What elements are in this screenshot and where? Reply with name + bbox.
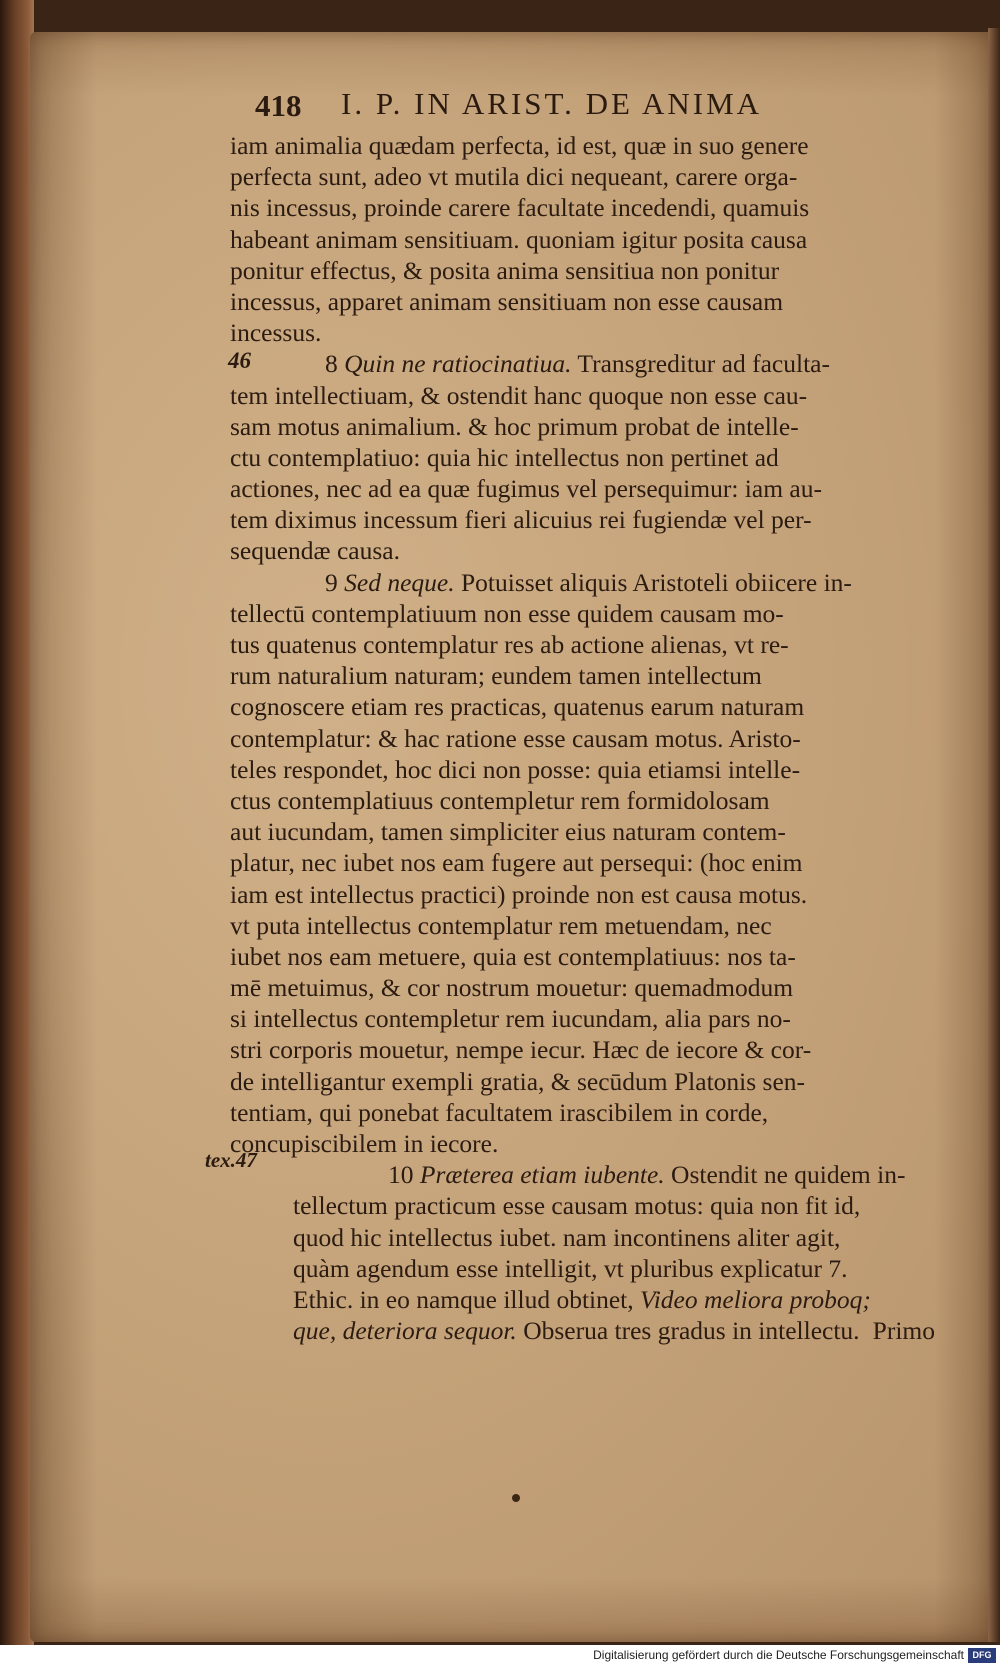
text-line [293,1284,973,1315]
text-line [230,1128,910,1159]
text-segment: vt puta intellectus contemplatur rem metuendam, nec [230,910,772,940]
text-line [293,1159,973,1190]
text-segment: quod hic intellectus iubet. nam incontinens aliter agit, [293,1222,841,1252]
footer-bar [0,1645,1000,1667]
text-segment: contemplatur: & hac ratione esse causam motus. Aristo- [230,723,801,753]
text-segment: sam motus animalium. & hoc primum probat de intelle- [230,411,799,441]
catchword: Primo [872,1316,935,1345]
text-line [230,442,910,473]
text-segment: Quin ne ratiocinatiua. [344,349,572,379]
text-segment: tem intellectiuam, & ostendit hanc quoque non esse cau- [230,380,808,410]
text-segment: Video meliora proboq; [640,1284,871,1314]
dfg-logo: DFG [968,1648,996,1663]
text-segment: tellectū contemplatiuum non esse quidem causam mo- [230,598,784,628]
text-segment: ponitur effectus, & posita anima sensitiua non ponitur [230,255,780,285]
text-segment: stri corporis mouetur, nempe iecur. Hæc de iecore & cor- [230,1035,812,1065]
text-segment: tentiam, qui ponebat facultatem irascibilem in corde, [230,1097,769,1127]
page-ornament [512,1494,520,1502]
text-line [230,473,910,504]
text-line [230,130,910,161]
text-segment: platur, nec iubet nos eam fugere aut persequi: (hoc enim [230,848,803,878]
text-line [293,1190,973,1221]
text-line [230,224,910,255]
text-line [230,567,910,598]
text-segment: actiones, nec ad ea quæ fugimus vel persequimur: iam au- [230,474,822,504]
text-segment: tem diximus incessum fieri alicuius rei fugiendæ vel per- [230,505,812,535]
text-line [230,785,910,816]
text-segment: Obserua tres gradus in intellectu. [516,1316,860,1346]
text-segment: Potuisset aliquis Aristoteli obiicere in- [454,567,852,597]
text-segment: ctu contemplatiuo: quia hic intellectus non pertinet ad [230,442,779,472]
text-line [230,723,910,754]
text-line [230,816,910,847]
body-text [230,130,910,1346]
text-segment: de intelligantur exempli gratia, & secūdum Platonis sen- [230,1066,806,1096]
text-line [230,1034,910,1065]
text-segment: nis incessus, proinde carere facultate incedendi, quamuis [230,193,810,223]
page-number: 418 [255,88,302,123]
text-segment: incessus, apparet animam sensitiuam non esse causam [230,286,784,316]
text-line [230,847,910,878]
text-line [230,255,910,286]
text-line [230,380,910,411]
text-segment: Transgreditur ad faculta- [571,349,830,379]
text-line [230,629,910,660]
text-segment: quàm agendum esse intelligit, vt pluribus explicatur 7. [293,1253,848,1283]
text-segment: teles respondet, hoc dici non posse: quia etiamsi intelle- [230,754,801,784]
text-segment: ctus contemplatiuus contempletur rem formidolosam [230,785,770,815]
text-line [230,1066,910,1097]
page-edge [988,28,1000,1642]
text-line [230,504,910,535]
text-segment: si intellectus contempletur rem iucundam, alia pars no- [230,1004,791,1034]
text-segment: tus quatenus contemplatur res ab actione alienas, vt re- [230,630,789,659]
text-line [230,598,910,629]
text-segment: sequendæ causa. [230,536,400,566]
catchword-row [230,1316,935,1346]
text-line [230,754,910,785]
text-line [230,1097,910,1128]
text-line [230,317,910,348]
text-segment: Præterea etiam iubente. [419,1160,665,1190]
text-line [230,1003,910,1034]
text-line [230,691,910,722]
text-line [230,972,910,1003]
text-segment: habeant animam sensitiuam. quoniam igitur posita causa [230,224,808,254]
text-segment: Sed neque. [344,567,455,597]
margin-note: 46 [228,348,251,373]
text-line [230,161,910,192]
text-segment: iam est intellectus practici) proinde non est causa motus. [230,879,808,909]
text-segment: mē metuimus, & cor nostrum mouetur: quemadmodum [230,973,794,1003]
text-segment: Ethic. in eo namque illud obtinet, [293,1284,641,1314]
text-line [230,286,910,317]
text-segment: incessus. [230,318,322,348]
text-line [293,1253,973,1284]
text-segment: 8 [325,349,345,379]
text-line [230,348,910,379]
text-segment: 10 [388,1160,420,1190]
footer-credit: Digitalisierung gefördert durch die Deutsche Forschungsgemeinschaft [593,1648,964,1662]
text-segment: que, deteriora sequor. [293,1316,517,1346]
text-line [230,535,910,566]
book-binding [0,0,34,1645]
text-line [230,660,910,691]
text-segment: tellectum practicum esse causam motus: quia non fit id, [293,1191,861,1221]
text-segment: iam animalia quædam perfecta, id est, quæ in suo genere [230,131,809,160]
text-line [230,941,910,972]
text-segment: perfecta sunt, adeo vt mutila dici nequeant, carere orga- [230,162,798,192]
text-line [230,879,910,910]
text-segment: Ostendit ne quidem in- [664,1160,906,1190]
text-segment: aut iucundam, tamen simpliciter eius naturam contem- [230,817,786,847]
text-segment: iubet nos eam metuere, quia est contemplatiuus: nos ta- [230,941,796,971]
text-line [293,1222,973,1253]
text-line [230,411,910,442]
running-title: I. P. IN ARIST. DE ANIMA [341,86,763,121]
running-header [233,84,833,132]
text-line [230,910,910,941]
text-segment: 9 [325,567,345,597]
text-segment: rum naturalium naturam; eundem tamen intellectum [230,661,762,691]
margin-note: tex.47 [205,1148,257,1172]
text-line [230,192,910,223]
text-segment: cognoscere etiam res practicas, quatenus earum naturam [230,692,805,722]
text-segment: concupiscibilem in iecore. [230,1129,499,1158]
